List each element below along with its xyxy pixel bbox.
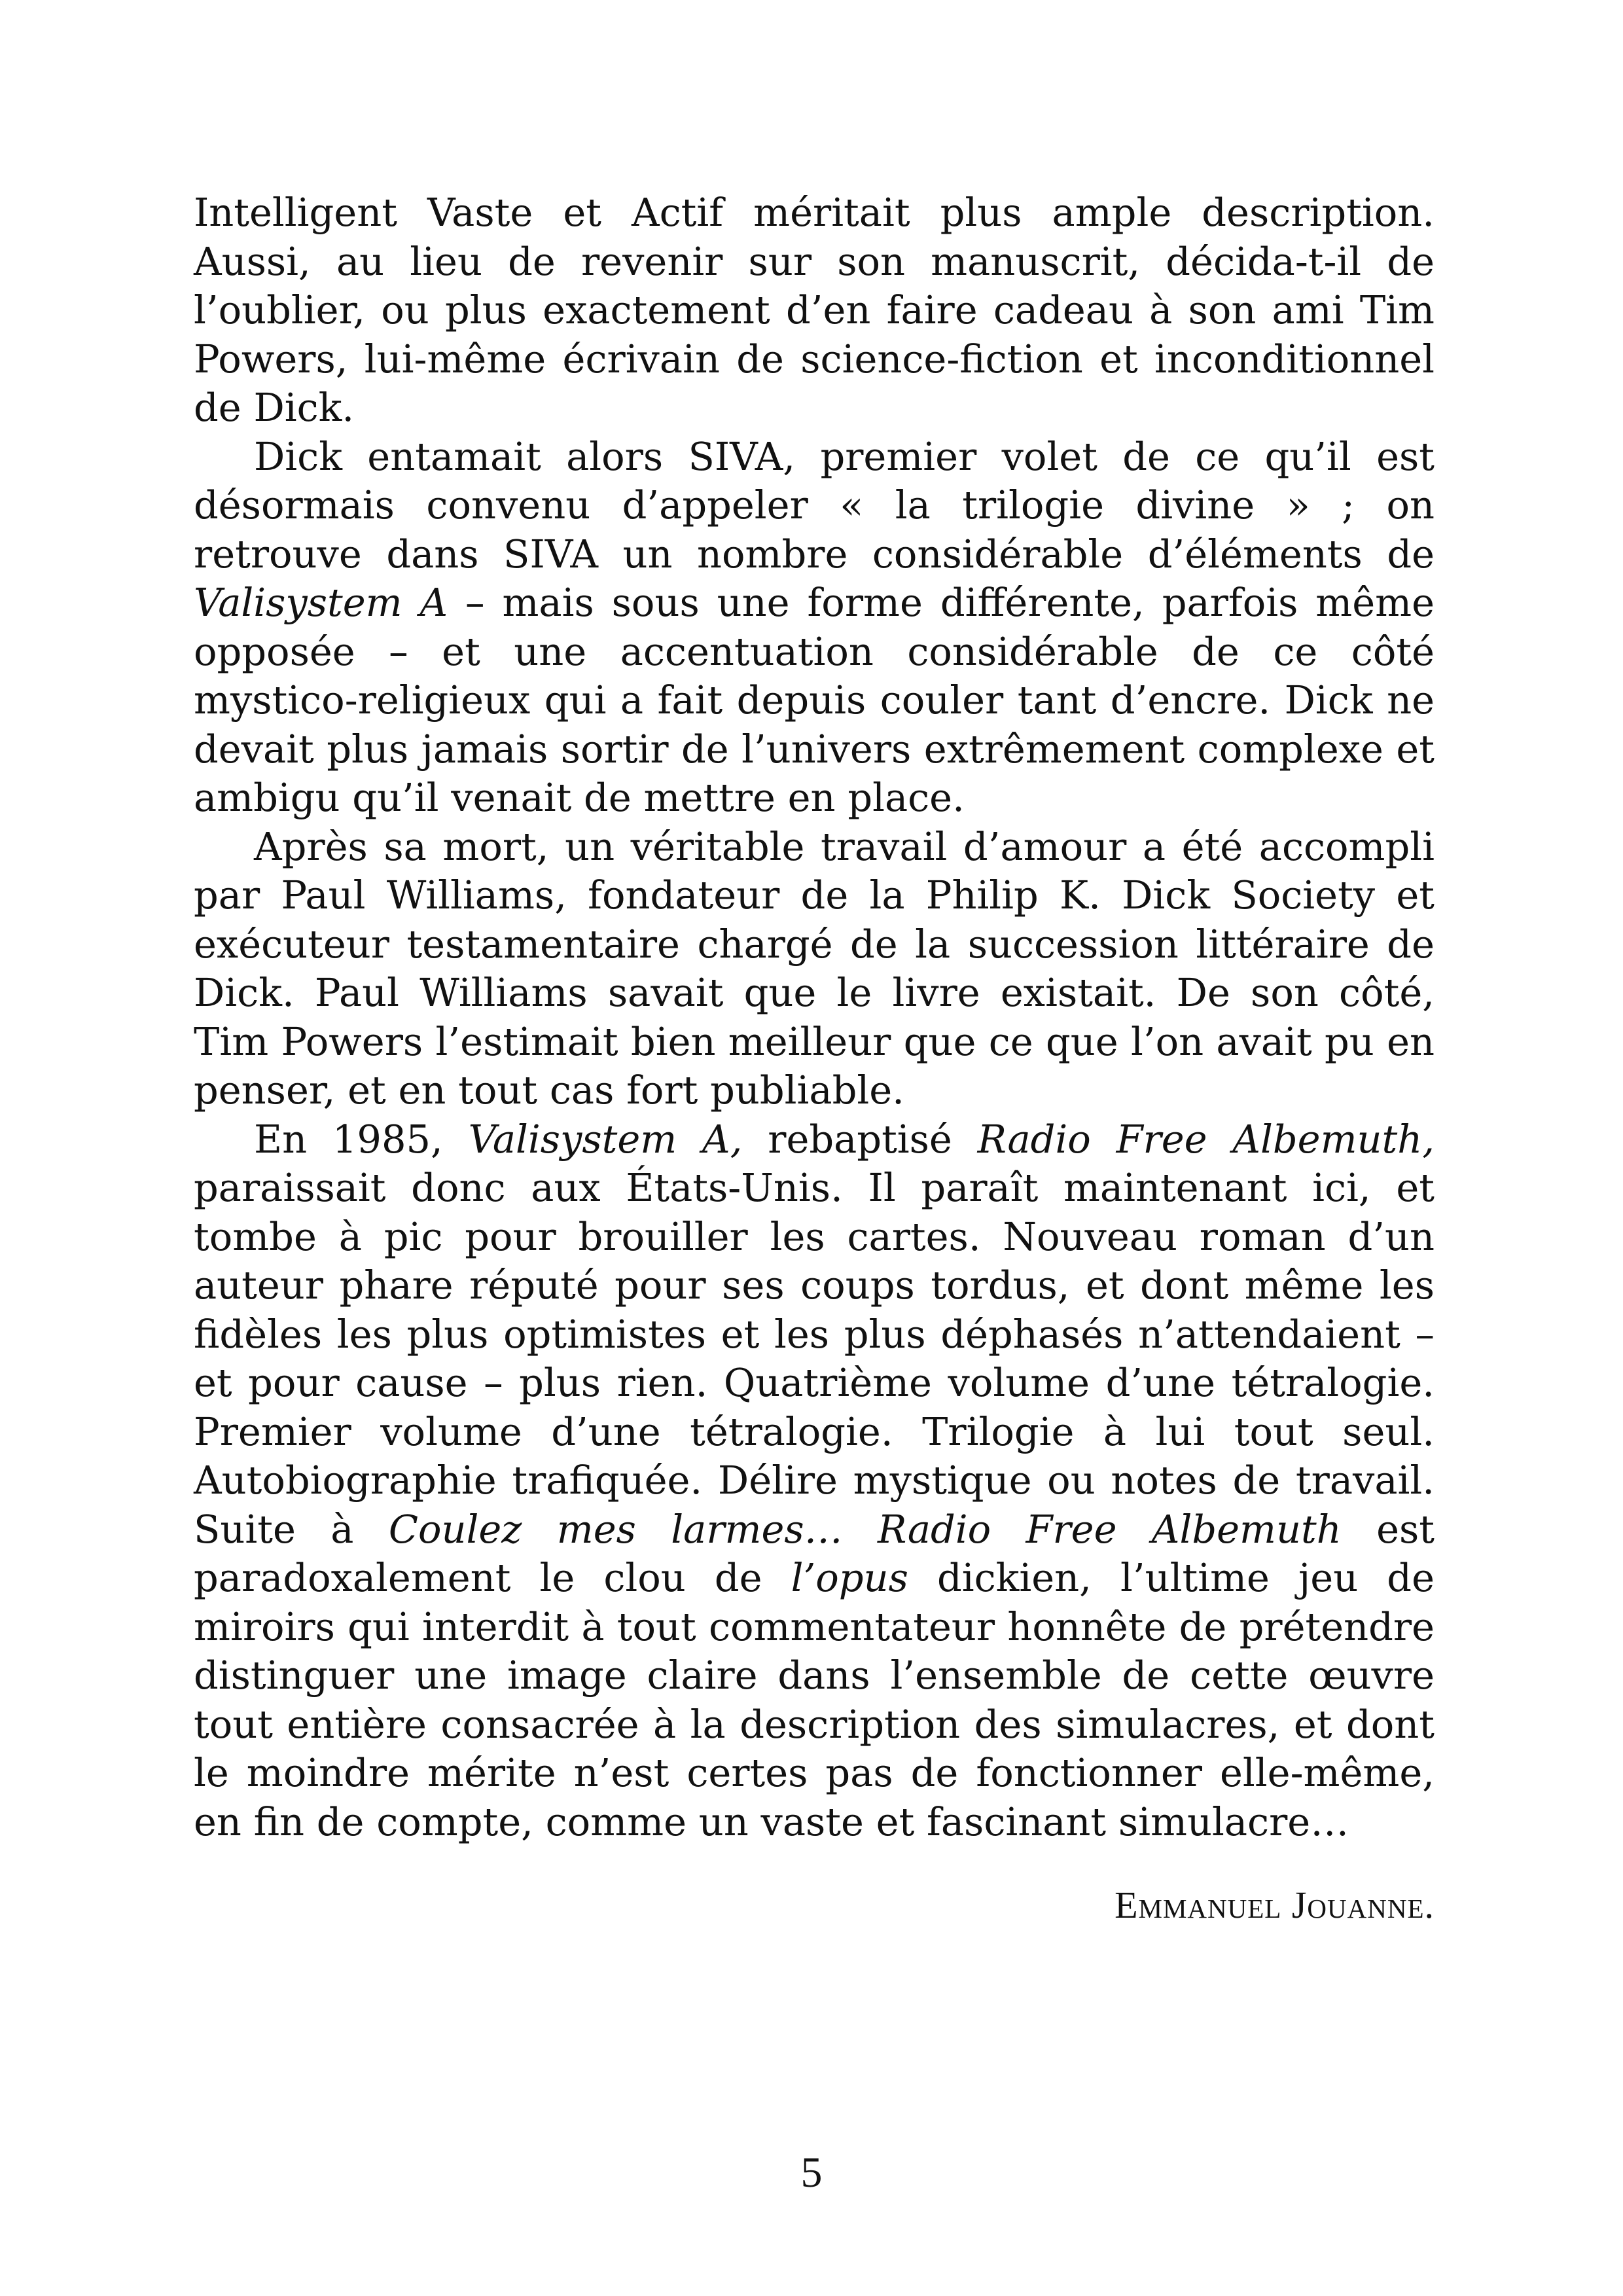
book-title-valisystem-a-2: Valisystem A, — [468, 1116, 743, 1162]
book-title-radio-free-albemuth: Radio Free Albemuth, — [977, 1116, 1435, 1162]
paragraph-4-text-b: rebaptisé — [742, 1116, 978, 1162]
paragraph-2-text-a: Dick entamait alors SIVA, premier volet de ce qu’il est désormais convenu d’appeler « la trilogie divine » ; on retrouve dans SIVA un nombre considérable d’éléments de — [194, 433, 1435, 577]
paragraph-1 — [194, 188, 1435, 433]
book-title-coulez-mes-larmes: Coulez mes larmes… Radio Free Albemuth — [388, 1506, 1342, 1552]
author-signature: Emmanuel Jouanne. — [1115, 1884, 1435, 1926]
page-number: 5 — [800, 2149, 823, 2197]
paragraph-1-text: Intelligent Vaste et Actif méritait plus ample description. Aussi, au lieu de revenir sur son manuscrit, décida-t-il de l’oublier, ou plus exactement d’en faire cadeau à son ami Tim Powers, lui-même écrivain de science-fiction et inconditionnel de Dick. — [194, 190, 1435, 430]
term-opus: l’opus — [791, 1555, 908, 1600]
paragraph-4 — [194, 1115, 1435, 1847]
paragraph-2 — [194, 433, 1435, 823]
paragraph-4-text-c: paraissait donc aux États-Unis. Il paraît maintenant ici, et tombe à pic pour brouiller les cartes. Nouveau roman d’un auteur phare réputé pour ses coups tordus, et dont même les fidèles les plus optimistes et les plus déphasés n’attendaient – et pour cause – plus rien. Quatrième volume d’une tétralogie. Premier volume d’une tétralogie. Trilogie à lui tout seul. Autobiographie trafiquée. Délire mystique ou notes de travail. Suite à — [194, 1165, 1435, 1552]
paragraph-4-text-e: dickien, l’ultime jeu de miroirs qui interdit à tout commentateur honnête de prétendre distinguer une image claire dans l’ensemble de cette œuvre tout entière consacrée à la description des simulacres, et dont le moindre mérite n’est certes pas de fonctionner elle-même, en fin de compte, comme un vaste et fascinant simulacre… — [194, 1555, 1435, 1844]
paragraph-4-text-d: est paradoxalement le clou de — [194, 1506, 1435, 1600]
body-text — [194, 188, 1435, 1846]
paragraph-3 — [194, 823, 1435, 1115]
paragraph-3-text: Après sa mort, un véritable travail d’amour a été accompli par Paul Williams, fondateur de la Philip K. Dick Society et exécuteur testamentaire chargé de la succession littéraire de Dick. Paul Williams savait que le livre existait. De son côté, Tim Powers l’estimait bien meilleur que ce que l’on avait pu en penser, et en tout cas fort publiable. — [194, 823, 1435, 1113]
book-title-valisystem-a: Valisystem A — [194, 580, 448, 625]
paragraph-2-text-b: – mais sous une forme différente, parfois même opposée – et une accentuation considérable de ce côté mystico-religieux qui a fait depuis couler tant d’encre. Dick ne devait plus jamais sortir de l’univers extrêmement complexe et ambigu qu’il venait de mettre en place. — [194, 580, 1435, 820]
paragraph-4-text-a: En 1985, — [254, 1116, 469, 1162]
